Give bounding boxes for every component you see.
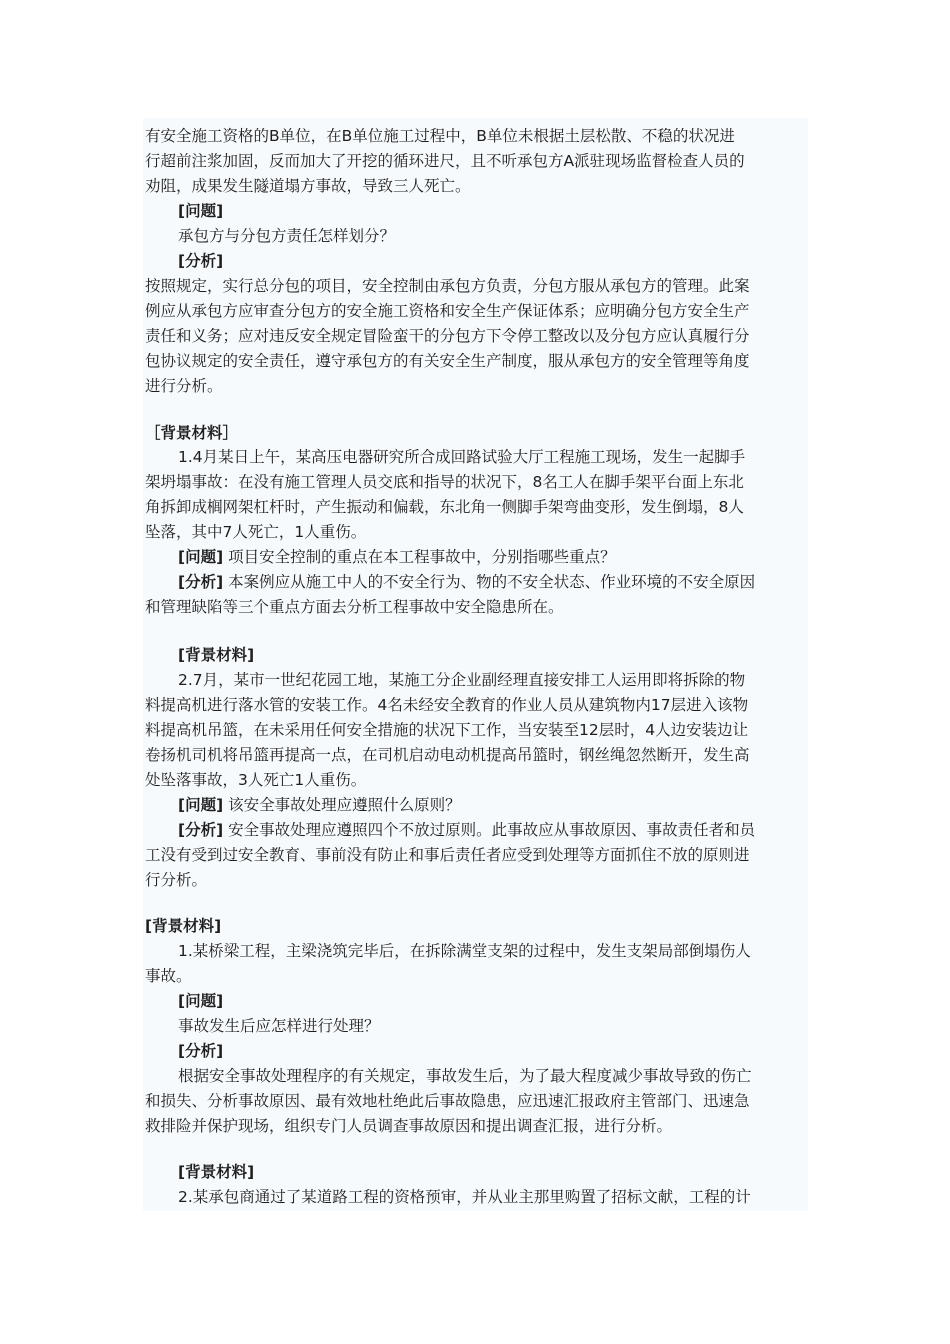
text-line: 料提高机进行落水管的安装工作。4名未经安全教育的作业人员从建筑物内17层进入该物 xyxy=(145,696,749,714)
analysis-heading: [分析] xyxy=(178,252,224,270)
text-line: 处坠落事故，3人死亡1人重伤。 xyxy=(145,771,367,789)
text-line: 1.4月某日上午，某高压电器研究所合成回路试验大厅工程施工现场，发生一起脚手 xyxy=(178,448,746,466)
text-line: 事故。 xyxy=(145,967,192,985)
text-line: 救排险并保护现场，组织专门人员调查事故原因和提出调查汇报，进行分析。 xyxy=(145,1117,673,1135)
analysis-heading: [分析] xyxy=(178,821,224,839)
question-text: 承包方与分包方责任怎样划分？ xyxy=(178,227,396,245)
text-line: 行分析。 xyxy=(145,871,208,889)
question-heading: [问题] xyxy=(178,796,224,814)
question-text: 项目安全控制的重点在本工程事故中，分别指哪些重点？ xyxy=(228,548,616,566)
text-line: 角拆卸成榈网架杠杆时，产生振动和偏载，东北角一侧脚手架弯曲变形，发生倒塌，8人 xyxy=(145,498,744,516)
text-line: 和损失、分析事故原因、最有效地杜绝此后事故隐患，应迅速汇报政府主管部门、迅速急 xyxy=(145,1092,750,1110)
text-line: 责任和义务；应对违反安全规定冒险蛮干的分包方下令停工整改以及分包方应认真履行分 xyxy=(145,327,750,345)
text-line: 劝阻，成果发生隧道塌方事故，导致三人死亡。 xyxy=(145,177,471,195)
text-line: 有安全施工资格的B单位，在B单位施工过程中，B单位未根据土层松散、不稳的状况进 xyxy=(145,127,735,145)
question-text: 事故发生后应怎样进行处理？ xyxy=(178,1017,380,1035)
analysis-heading: [分析] xyxy=(178,573,224,591)
analysis-heading: [分析] xyxy=(178,1042,224,1060)
text-line: 架坍塌事故：在没有施工管理人员交底和指导的状况下，8名工人在脚手架平台面上东北 xyxy=(145,473,744,491)
background-heading: [背景材料] xyxy=(145,917,222,935)
text-line: 进行分析。 xyxy=(145,377,223,395)
analysis-text: 安全事故处理应遵照四个不放过原则。此事故应从事故原因、事故责任者和员 xyxy=(228,821,756,839)
text-line: 1.某桥梁工程，主梁浇筑完毕后，在拆除满堂支架的过程中，发生支架局部倒塌伤人 xyxy=(178,942,751,960)
text-line: 根据安全事故处理程序的有关规定，事故发生后，为了最大程度减少事故导致的伤亡 xyxy=(178,1067,752,1085)
question-text: 该安全事故处理应遵照什么原则？ xyxy=(228,796,461,814)
text-line: 2.某承包商通过了某道路工程的资格预审，并从业主那里购置了招标文献，工程的计 xyxy=(178,1188,751,1206)
question-heading: [问题] xyxy=(178,992,224,1010)
text-line: 按照规定，实行总分包的项目，安全控制由承包方负责，分包方服从承包方的管理。此案 xyxy=(145,277,750,295)
text-line: 坠落，其中7人死亡，1人重伤。 xyxy=(145,523,367,541)
text-line: 例应从承包方应审查分包方的安全施工资格和安全生产保证体系；应明确分包方安全生产 xyxy=(145,302,750,320)
text-line: 包协议规定的安全责任，遵守承包方的有关安全生产制度，服从承包方的安全管理等角度 xyxy=(145,352,750,370)
question-heading: [问题] xyxy=(178,548,224,566)
background-heading: ［背景材料］ xyxy=(145,424,239,442)
analysis-text: 本案例应从施工中人的不安全行为、物的不安全状态、作业环境的不安全原因 xyxy=(228,573,756,591)
text-line: 2.7月，某市一世纪花园工地，某施工分企业副经理直接安排工人运用即将拆除的物 xyxy=(178,671,746,689)
text-line: 和管理缺陷等三个重点方面去分析工程事故中安全隐患所在。 xyxy=(145,598,564,616)
question-heading: [问题] xyxy=(178,202,224,220)
text-line: 行超前注浆加固，反而加大了开挖的循环进尺，且不听承包方A派驻现场监督检查人员的 xyxy=(145,152,745,170)
text-line: 卷扬机司机将吊篮再提高一点，在司机启动电动机提高吊篮时，钢丝绳忽然断开，发生高 xyxy=(145,746,750,764)
text-line: 工没有受到过安全教育、事前没有防止和事后责任者应受到处理等方面抓住不放的原则进 xyxy=(145,846,750,864)
text-line: 料提高机吊篮，在未采用任何安全措施的状况下工作，当安装至12层时，4人边安装边让 xyxy=(145,721,749,739)
background-heading: [背景材料] xyxy=(178,1163,255,1181)
background-heading: [背景材料] xyxy=(178,646,255,664)
